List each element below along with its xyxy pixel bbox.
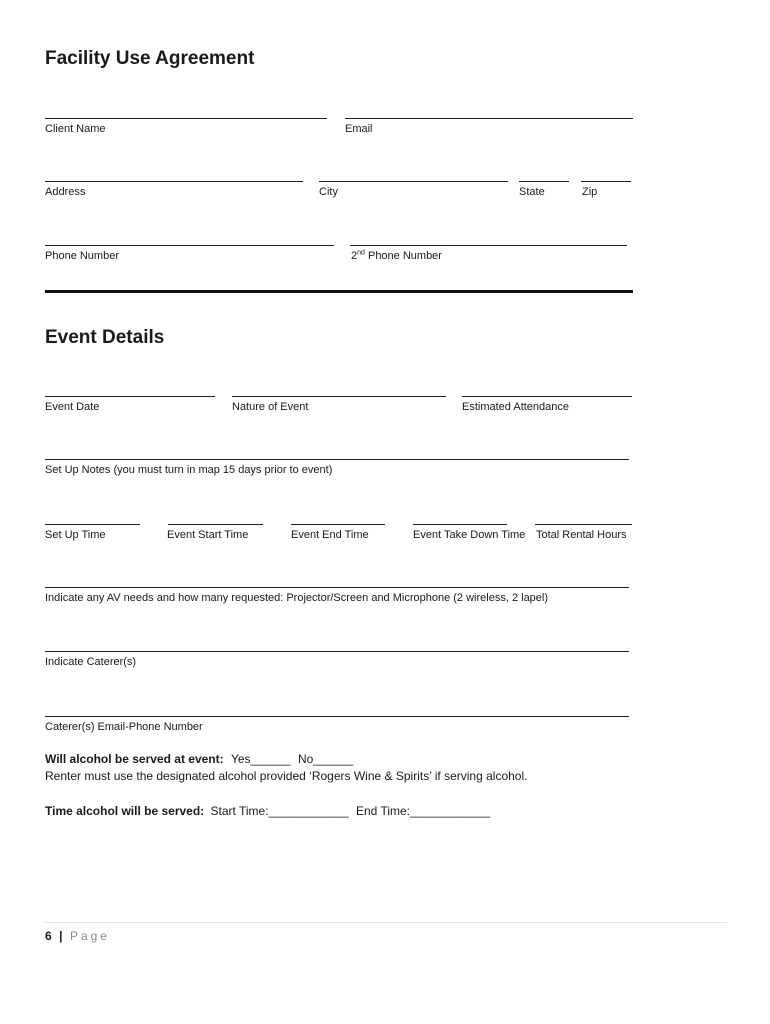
city-label: City xyxy=(319,186,338,198)
page-footer xyxy=(45,927,110,945)
nature-of-event-label: Nature of Event xyxy=(232,401,309,413)
setup-time-label: Set Up Time xyxy=(45,529,106,541)
start-time-label: Event Start Time xyxy=(167,529,249,541)
attendance-field[interactable] xyxy=(462,396,632,397)
alcohol-start-time-field[interactable]: Start Time:____________ xyxy=(210,804,349,818)
end-time-field[interactable] xyxy=(291,524,385,525)
client-name-label: Client Name xyxy=(45,123,106,135)
caterer-field[interactable] xyxy=(45,651,629,652)
takedown-time-label: Event Take Down Time xyxy=(413,529,526,541)
setup-notes-label: Set Up Notes (you must turn in map 15 days prior to event) xyxy=(45,464,333,476)
email-field[interactable] xyxy=(345,118,633,119)
alcohol-yes-option[interactable]: Yes______ xyxy=(230,752,291,766)
phone2-field[interactable] xyxy=(350,245,627,246)
phone-field[interactable] xyxy=(45,245,334,246)
page-separator: | xyxy=(59,929,63,943)
nature-of-event-field[interactable] xyxy=(232,396,446,397)
event-date-field[interactable] xyxy=(45,396,215,397)
alcohol-question-row xyxy=(45,752,353,767)
end-time-label: Event End Time xyxy=(291,529,369,541)
state-field[interactable] xyxy=(519,181,569,182)
address-field[interactable] xyxy=(45,181,303,182)
page-word: Page xyxy=(69,929,110,943)
page-number: 6 xyxy=(45,929,52,943)
takedown-time-field[interactable] xyxy=(413,524,507,525)
total-hours-field[interactable] xyxy=(535,524,632,525)
alcohol-note: Renter must use the designated alcohol provided ‘Rogers Wine & Spirits’ if serving alcohol. xyxy=(45,769,528,783)
footer-rule xyxy=(45,922,727,923)
caterer-label: Indicate Caterer(s) xyxy=(45,656,137,668)
event-date-label: Event Date xyxy=(45,401,100,413)
av-needs-label: Indicate any AV needs and how many requested: Projector/Screen and Microphone (2 wireless, 2 lapel) xyxy=(45,592,549,604)
phone-label: Phone Number xyxy=(45,250,119,262)
av-needs-field[interactable] xyxy=(45,587,629,588)
attendance-label: Estimated Attendance xyxy=(462,401,570,413)
email-label: Email xyxy=(345,123,373,135)
state-label: State xyxy=(519,186,545,198)
alcohol-time-label: Time alcohol will be served: xyxy=(45,804,205,818)
zip-field[interactable] xyxy=(581,181,631,182)
alcohol-end-time-field[interactable]: End Time:____________ xyxy=(355,804,491,818)
section-divider xyxy=(45,290,633,293)
phone2-label: 2nd Phone Number xyxy=(351,249,442,262)
caterer-contact-field[interactable] xyxy=(45,716,629,717)
zip-label: Zip xyxy=(582,186,598,198)
client-name-field[interactable] xyxy=(45,118,327,119)
total-hours-label: Total Rental Hours xyxy=(536,529,627,541)
alcohol-question: Will alcohol be served at event: xyxy=(45,752,224,766)
setup-notes-field[interactable] xyxy=(45,459,629,460)
event-details-heading: Event Details xyxy=(45,327,165,348)
address-label: Address xyxy=(45,186,86,198)
setup-time-field[interactable] xyxy=(45,524,140,525)
city-field[interactable] xyxy=(319,181,508,182)
alcohol-no-option[interactable]: No______ xyxy=(297,752,354,766)
alcohol-time-row xyxy=(45,804,490,819)
caterer-contact-label: Caterer(s) Email-Phone Number xyxy=(45,721,203,733)
start-time-field[interactable] xyxy=(168,524,263,525)
page-title: Facility Use Agreement xyxy=(45,48,255,69)
